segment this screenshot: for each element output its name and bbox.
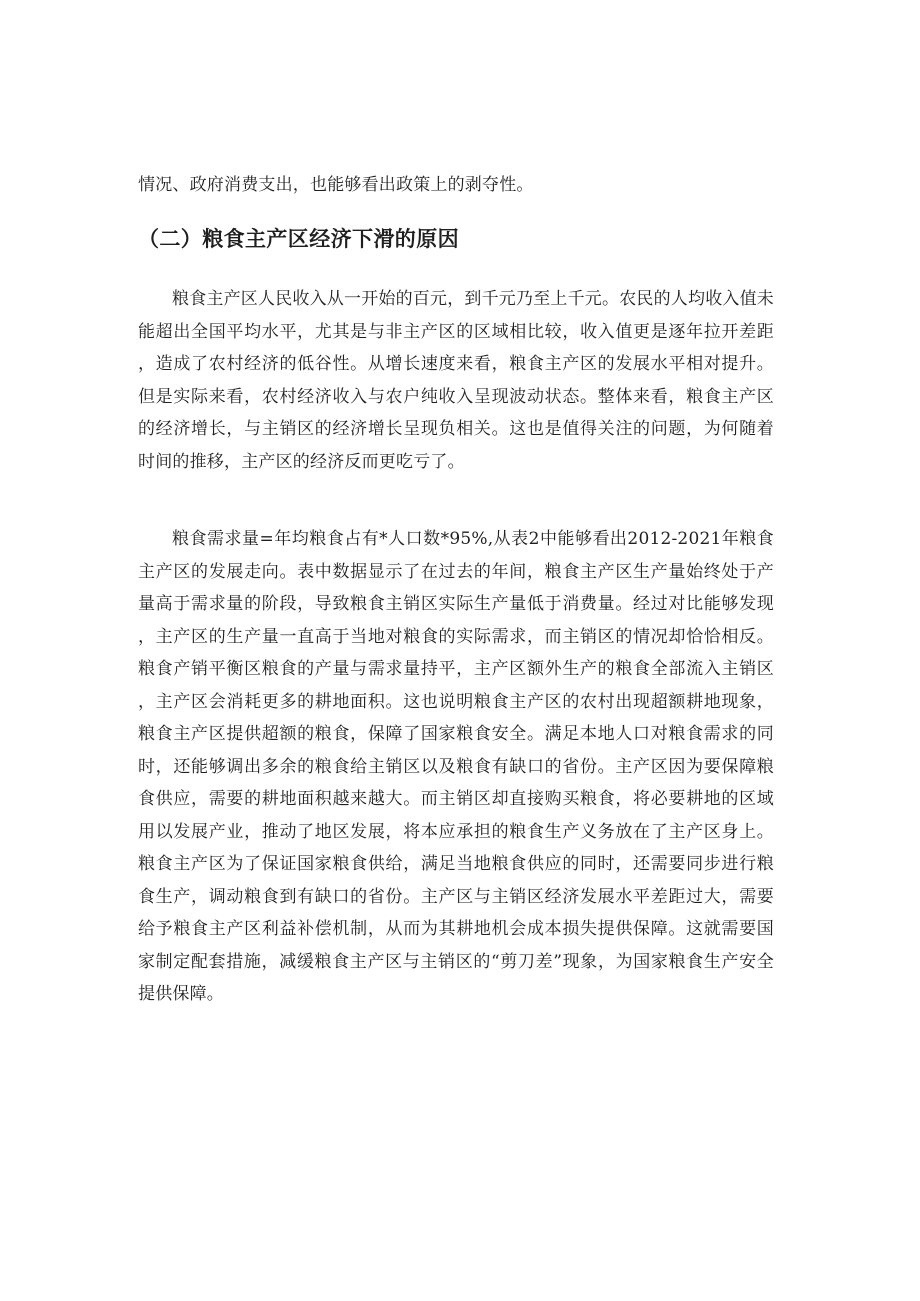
paragraph-income-analysis: 粮食主产区人民收入从一开始的百元，到千元乃至上千元。农民的人均收入值未能超出全国平均水平，尤其是与非主产区的区域相比较，收入值更是逐年拉开差距，造成了农村经济的低谷性。从增长速度来看，粮食主产区的发展水平相对提升。但是实际来看，农村经济收入与农户纯收入呈现波动状态。整体来看，粮食主产区的经济增长，与主销区的经济增长呈现负相关。这也是值得关注的问题，为何随着时间的推移，主产区的经济反而更吃亏了。 bbox=[138, 289, 774, 472]
paragraph-grain-demand-analysis: 粮食需求量=年均粮食占有*人口数*95%,从表2中能够看出2012-2021年粮食主产区的发展走向。表中数据显示了在过去的年间，粮食主产区生产量始终处于产量高于需求量的阶段，导致粮食主销区实际生产量低于消费量。经过对比能够发现，主产区的生产量一直高于当地对粮食的实际需求，而主销区的情况却恰恰相反。粮食产销平衡区粮食的产量与需求量持平，主产区额外生产的粮食全部流入主销区，主产区会消耗更多的耕地面积。这也说明粮食主产区的农村出现超额耕地现象，粮食主产区提供超额的粮食，保障了国家粮食安全。满足本地人口对粮食需求的同时，还能够调出多余的粮食给主销区以及粮食有缺口的省份。主产区因为要保障粮食供应，需要的耕地面积越来越大。而主销区却直接购买粮食，将必要耕地的区域用以发展产业，推动了地区发展，将本应承担的粮食生产义务放在了主产区身上。粮食主产区为了保证国家粮食供给，满足当地粮食供应的同时，还需要同步进行粮食生产，调动粮食到有缺口的省份。主产区与主销区经济发展水平差距过大，需要给予粮食主产区利益补偿机制，从而为其耕地机会成本损失提供保障。这就需要国家制定配套措施，减缓粮食主产区与主销区的“剪刀差”现象，为国家粮食生产安全提供保障。 bbox=[138, 529, 774, 1004]
section-heading: （二）粮食主产区经济下滑的原因 bbox=[138, 227, 459, 252]
continued-text-line: 情况、政府消费支出，也能够看出政策上的剥夺性。 bbox=[138, 175, 534, 195]
